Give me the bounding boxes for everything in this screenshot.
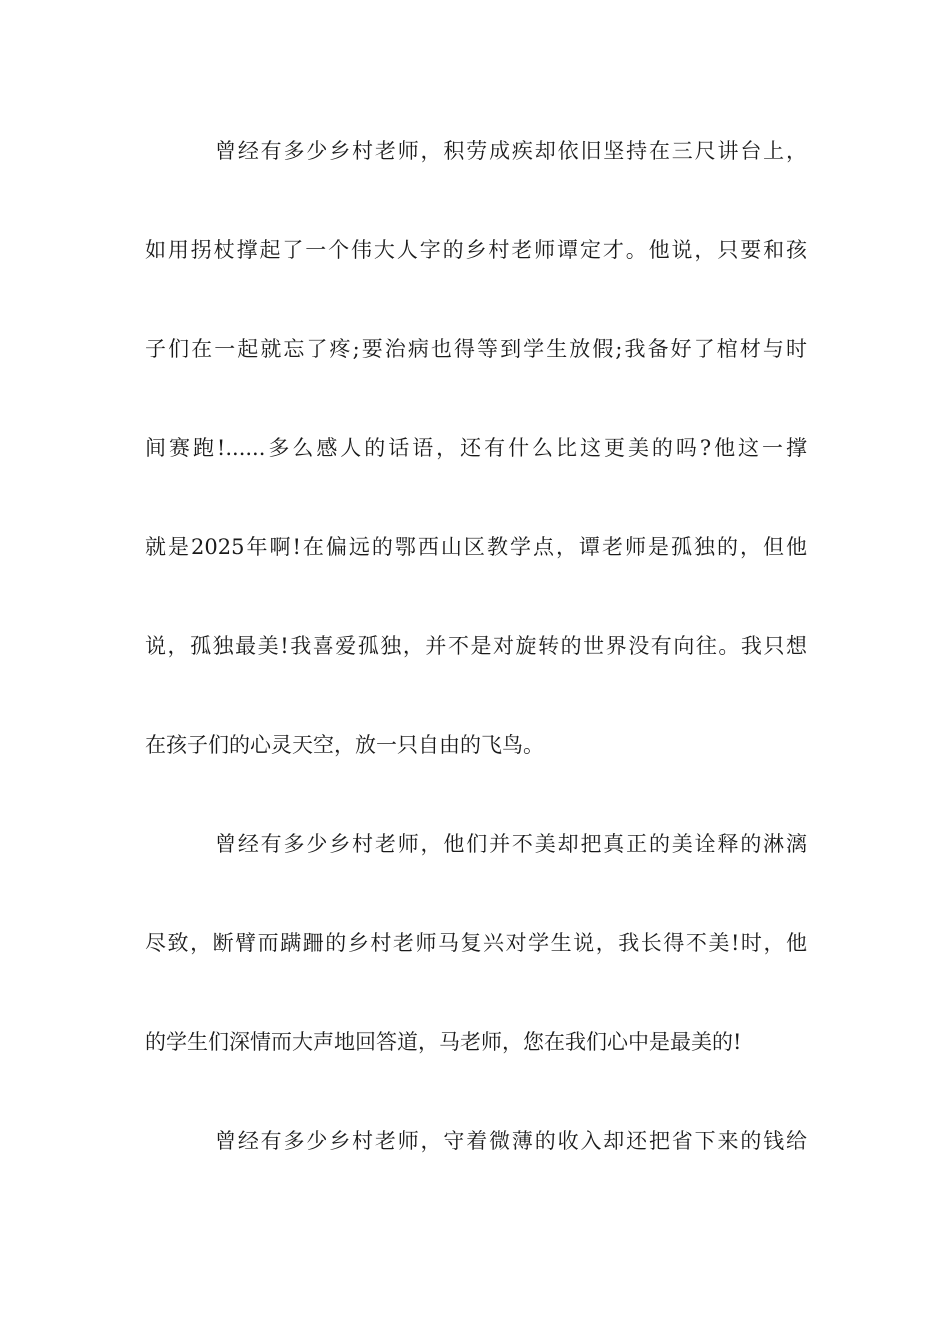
- paragraph-line: 说，孤独最美!我喜爱孤独，并不是对旋转的世界没有向往。我只想: [145, 634, 807, 658]
- paragraph-1: [145, 124, 807, 817]
- document-body: [145, 124, 807, 1213]
- paragraph-line: 曾经有多少乡村老师，守着微薄的收入却还把省下来的钱给: [215, 1129, 807, 1153]
- paragraph-line: 曾经有多少乡村老师，他们并不美却把真正的美诠释的淋漓: [215, 832, 807, 856]
- paragraph-line: 如用拐杖撑起了一个伟大人字的乡村老师谭定才。他说，只要和孩: [145, 238, 807, 262]
- paragraph-line: 子们在一起就忘了疼;要治病也得等到学生放假;我备好了棺材与时: [145, 337, 807, 361]
- paragraph-line: 曾经有多少乡村老师，积劳成疾却依旧坚持在三尺讲台上，: [215, 139, 807, 163]
- paragraph-2: [145, 817, 807, 1114]
- paragraph-line: 就是2025年啊!在偏远的鄂西山区教学点，谭老师是孤独的，但他: [145, 535, 807, 559]
- paragraph-line: 尽致，断臂而蹒跚的乡村老师马复兴对学生说，我长得不美!时，他: [145, 931, 807, 955]
- paragraph-line: 间赛跑!......多么感人的话语，还有什么比这更美的吗?他这一撑: [145, 436, 807, 460]
- paragraph-line: 在孩子们的心灵天空，放一只自由的飞鸟。: [145, 733, 544, 757]
- paragraph-line: 的学生们深情而大声地回答道，马老师，您在我们心中是最美的!: [145, 1030, 742, 1054]
- paragraph-3: [145, 1114, 807, 1213]
